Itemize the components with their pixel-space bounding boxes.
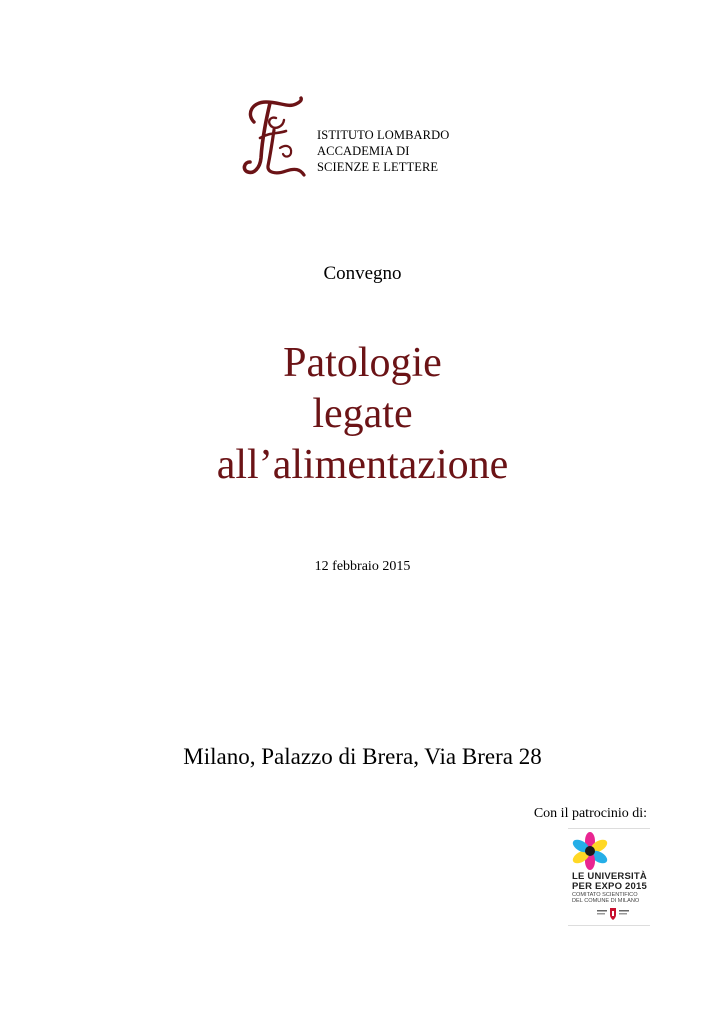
monogram-logo-icon <box>240 96 308 180</box>
sponsor-line: COMITATO SCIENTIFICO <box>572 892 638 898</box>
institution-line: SCIENZE E LETTERE <box>317 160 439 174</box>
event-date: 12 febbraio 2015 <box>314 559 411 574</box>
event-kicker: Convegno <box>323 263 402 284</box>
patronage-label: Con il patrocinio di: <box>533 806 647 821</box>
sponsor-logo <box>568 828 650 926</box>
sponsor-line: LE UNIVERSITÀ <box>572 871 647 882</box>
title-line: all’alimentazione <box>216 442 509 488</box>
sponsor-line: PER EXPO 2015 <box>572 881 647 892</box>
expo-flower-icon <box>570 831 610 871</box>
city-crest-icon <box>596 907 630 921</box>
title-line: Patologie <box>283 340 442 386</box>
title-line: legate <box>312 391 413 437</box>
institution-line: ISTITUTO LOMBARDO <box>317 128 450 142</box>
institution-name <box>317 127 449 175</box>
sponsor-line: DEL COMUNE DI MILANO <box>572 898 640 904</box>
institution-line: ACCADEMIA DI <box>317 144 410 158</box>
event-title <box>0 338 725 491</box>
event-venue: Milano, Palazzo di Brera, Via Brera 28 <box>183 744 542 769</box>
